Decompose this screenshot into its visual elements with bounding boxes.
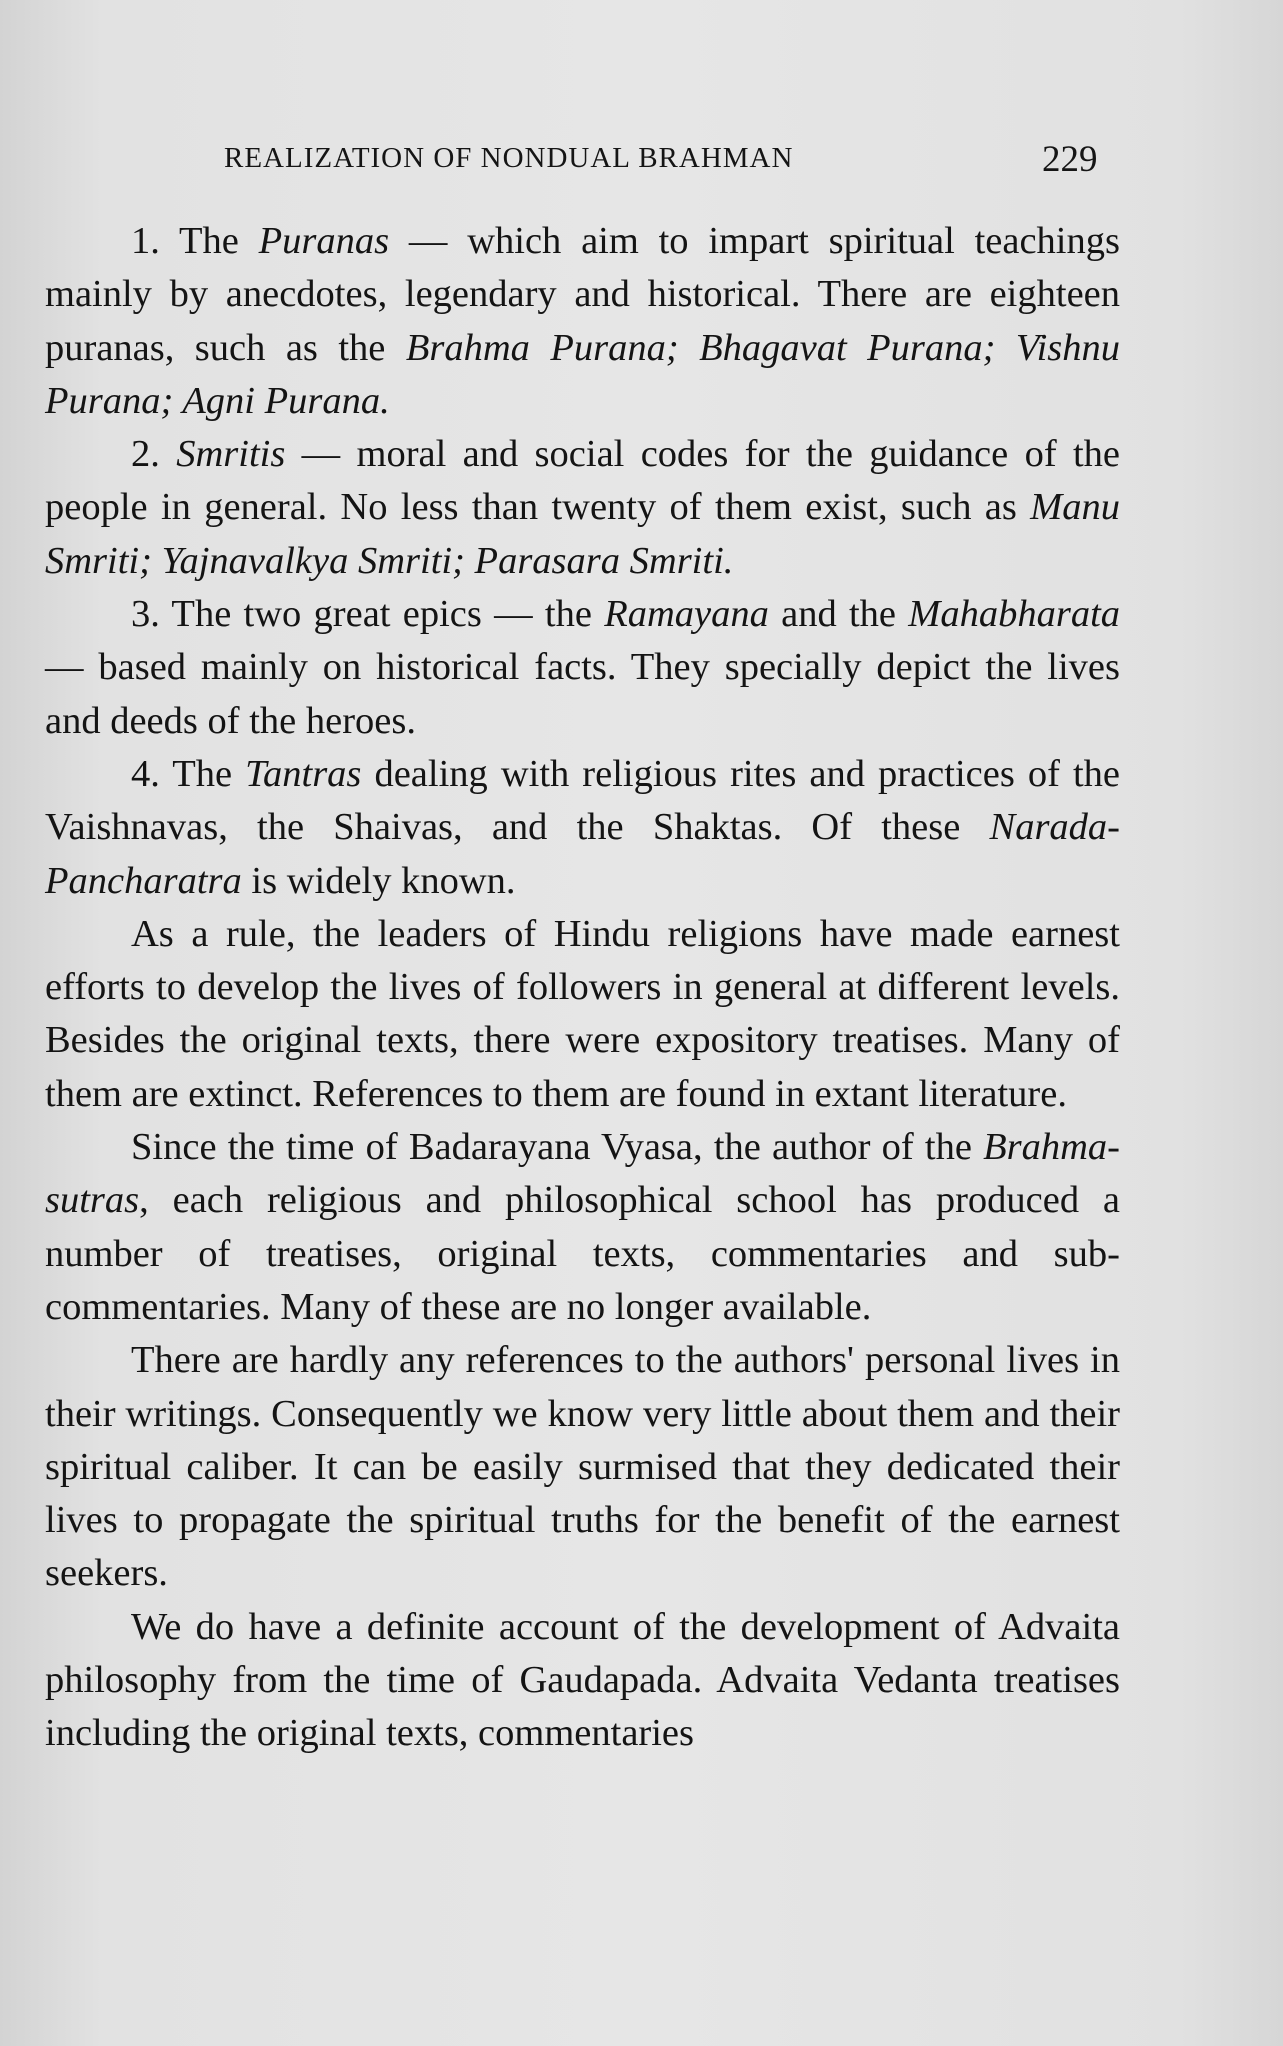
running-head: REALIZATION OF NONDUAL BRAHMAN [224, 142, 794, 174]
text-span: 2. [131, 433, 177, 476]
italic-text: Smritis [176, 433, 286, 476]
italic-text: Brahma-sutras [45, 1126, 1120, 1222]
italic-text: Puranas [258, 220, 390, 262]
paragraph [45, 588, 1120, 748]
italic-text: Brahma Purana; Bhagavat Purana; Vishnu Purana; Agni Purana. [45, 326, 1120, 422]
text-span: There are hardly any references to the authors' personal lives in their writings. Consequently we know very little about them and their spiritual caliber. It can be easily surmised that they dedicated their lives to propagate the spiritual truths for the benefit of the earnest seekers. [45, 1339, 1120, 1595]
text-span: , each religious and philosophical school has produced a number of treatises, original texts, commentaries and sub-commentaries. Many of these are no longer available. [45, 1179, 1120, 1328]
page-number: 229 [1042, 139, 1098, 180]
paragraph [45, 215, 1120, 428]
text-span: is widely known. [241, 859, 516, 902]
paragraph [45, 428, 1120, 588]
italic-text: Tantras [245, 752, 362, 795]
italic-text: Manu Smriti; Yajnavalkya Smriti; Parasara Smriti. [45, 486, 1120, 582]
paragraph [45, 748, 1120, 908]
text-span: — moral and social codes for the guidance of the people in general. No less than twenty of them exist, such as [45, 433, 1121, 529]
italic-text: Mahabharata [908, 593, 1121, 636]
text-span: dealing with religious rites and practices of the Vaishnavas, the Shaivas, and the Shaktas. Of these [45, 752, 1120, 849]
text-span: 3. The two great epics — the [131, 593, 605, 636]
paragraph [45, 908, 1120, 1121]
text-span: 1. The [131, 220, 259, 262]
text-span: — based mainly on historical facts. They specially depict the lives and deeds of the heroes. [45, 646, 1120, 742]
page-header [0, 138, 1283, 188]
paragraph [45, 1601, 1120, 1761]
body-text [45, 215, 1120, 1761]
paragraph [45, 1334, 1120, 1600]
text-span: 4. The [131, 752, 246, 795]
paragraph [45, 1121, 1120, 1334]
text-span: We do have a definite account of the development of Advaita philosophy from the time of Gaudapada. Advaita Vedanta treatises including the original texts, commentaries [45, 1605, 1120, 1755]
text-span: Since the time of Badarayana Vyasa, the author of the [131, 1126, 984, 1169]
text-span: — which aim to impart spiritual teachings mainly by anecdotes, legendary and historical. There are eighteen puranas, such as the [45, 220, 1120, 369]
text-span: and the [768, 593, 909, 636]
text-span: As a rule, the leaders of Hindu religions have made earnest efforts to develop the lives of followers in general at different levels. Besides the original texts, there were expository treatises. Many of them are extinct. References to them are found in extant literature. [45, 912, 1120, 1115]
italic-text: Ramayana [604, 593, 769, 636]
italic-text: Narada-Pancharatra [45, 806, 1120, 902]
